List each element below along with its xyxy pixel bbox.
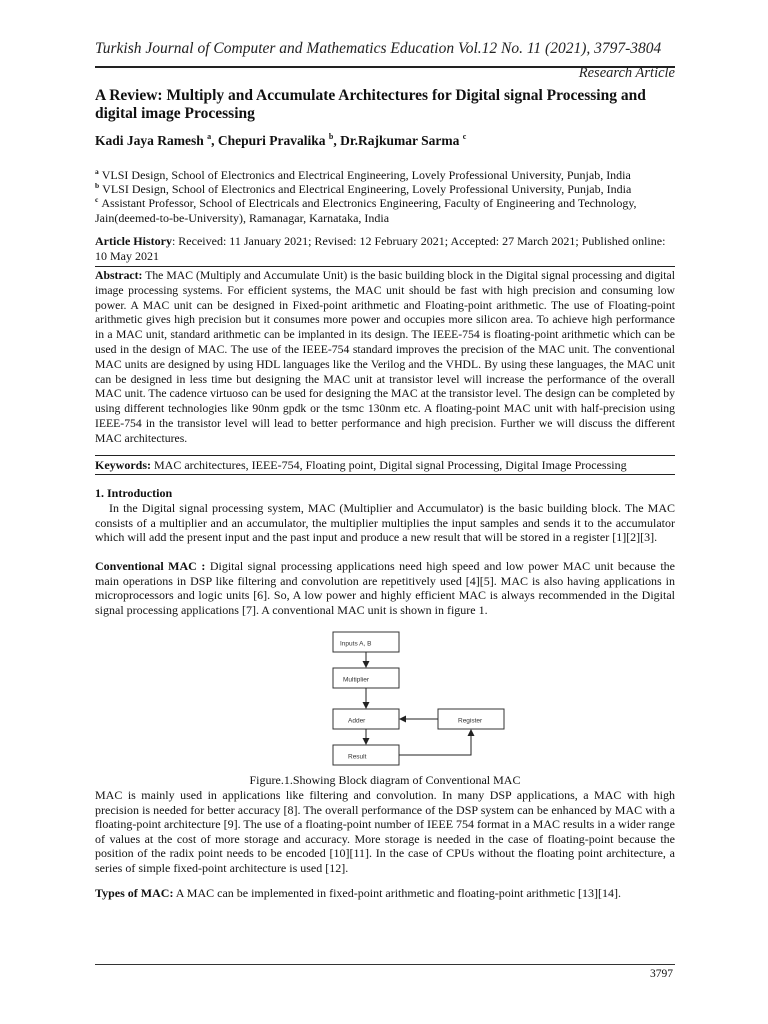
figure-caption: Figure.1.Showing Block diagram of Conventional MAC: [249, 773, 521, 787]
author-name: Chepuri Pravalika: [217, 133, 326, 148]
inputs-label: Inputs A, B: [340, 640, 372, 648]
article-history: Article History: Received: 11 January 2021; Revised: 12 February 2021; Accepted: 27 March 2021; Published online: 10 May 2021: [95, 234, 666, 263]
author-mark: c: [462, 132, 467, 141]
footer-rule: [95, 964, 675, 965]
author-mark: a: [207, 132, 212, 141]
author-list: Kadi Jaya Ramesh $^a$, Chepuri Pravalika $^b$, Dr.Rajkumar Sarma $^c$: [95, 132, 467, 148]
page-number: 3797: [650, 968, 673, 980]
affiliation-c: $^c$ Assistant Professor, School of Electricals and Electronics Engineering, Faculty of Engineering and Technology, Jain(deemed-to-be-University), Ramanagar, Karnataka, India: [95, 195, 637, 225]
intro-paragraph-1: In the Digital signal processing system, MAC (Multiplier and Accumulator) is the basic building block. The MAC consists of a multiplier and an accumulator, the multiplier multiplies the input samples and sends it to the accumulator which will add the present input and the past input and produce a new result that will be stored in a register [1][2][3].: [95, 501, 675, 545]
intro-paragraph-2: Conventional MAC : Digital signal processing applications need high speed and low power MAC unit because the main operations in DSP like filtering and convolution are repetitively used [4][5]. MAC is also having applications in microprocessors and logic units [6]. So, A low power and highly efficient MAC is always recommended in the Digital signal processing applications [7]. A conventional MAC unit is shown in figure 1.: [95, 559, 675, 617]
affiliation-b: $^b$ VLSI Design, School of Electronics and Electrical Engineering, Lovely Professional University, Punjab, India: [95, 181, 632, 196]
author-mark: b: [328, 132, 334, 141]
mac-block-diagram: [318, 628, 518, 770]
author-name: Kadi Jaya Ramesh: [95, 133, 204, 148]
arrow-result-register: [399, 730, 471, 755]
intro-paragraph-3: MAC is mainly used in applications like filtering and convolution. In many DSP applications, a MAC with high precision is needed for better accuracy [8]. The overall performance of the DSP system can be enhanced by MAC with a floating-point architecture [9]. The use of a floating-point number of IEEE 754 format in a MAC results in a wider range of values at the cost of more storage and accuracy. More storage is needed in the case of floating-point because the position of the radix point needs to be encoded [10][11]. In the case of CPUs without the floating point architecture, a series of simple fixed-point architecture is used [12].: [95, 788, 675, 875]
multiplier-label: Multiplier: [343, 676, 370, 684]
register-label: Register: [458, 717, 483, 725]
types-of-mac-paragraph: Types of MAC: A MAC can be implemented in fixed-point arithmetic and floating-point arithmetic [13][14].: [95, 886, 621, 900]
keywords-top-rule: [95, 455, 675, 456]
affiliation-a: $^a$ VLSI Design, School of Electronics and Electrical Engineering, Lovely Professional University, Punjab, India: [95, 167, 631, 182]
abstract-top-rule: [95, 266, 675, 267]
adder-label: Adder: [348, 717, 366, 725]
keywords-bottom-rule: [95, 474, 675, 475]
result-label: Result: [348, 753, 367, 761]
keywords: Keywords: MAC architectures, IEEE-754, Floating point, Digital signal Processing, Digital Image Processing: [95, 458, 627, 472]
adder-block: [333, 709, 399, 729]
paper-title: A Review: Multiply and Accumulate Architectures for Digital signal Processing and digital image Processing: [95, 87, 646, 122]
author-name: Dr.Rajkumar Sarma: [340, 133, 460, 148]
abstract: Abstract: The MAC (Multiply and Accumulate Unit) is the basic building block in the Digital signal processing and digital image processing systems. For efficient systems, the MAC unit should be fast with high precision and consuming low power. A MAC unit can be designed in Fixed-point arithmetic and Floating-point arithmetic. The use of Floating-point arithmetic gives high precision but it consumes more power and occupies more silicon area. To achieve high performance in a MAC unit, standard arithmetic can be implanted in its design. The IEEE-754 is floating-point arithmetic which can be used in the design of MAC. The use of the IEEE-754 standard improves the precision of the MAC unit. The conventional MAC units are designed by using HDL languages like the Verilog and the VHDL. By using these languages, the MAC unit can be designed in less time but designing the MAC unit at transistor level will increase the performance of the overall MAC unit. The cadence virtuoso can be used for designing the MAC at the transistor level. The design can be completed by using different technologies like 90nm gpdk or the tsmc 130nm etc. A floating-point MAC unit with half-precision using IEEE-754 in the transistor level will lead to better performance and high precision. Further we will discuss the different MAC architectures.: [95, 269, 675, 445]
section-heading-introduction: 1. Introduction: [95, 486, 173, 500]
article-type: Research Article: [578, 65, 675, 81]
journal-header: Turkish Journal of Computer and Mathematics Education Vol.12 No. 11 (2021), 3797-3804: [95, 40, 662, 57]
